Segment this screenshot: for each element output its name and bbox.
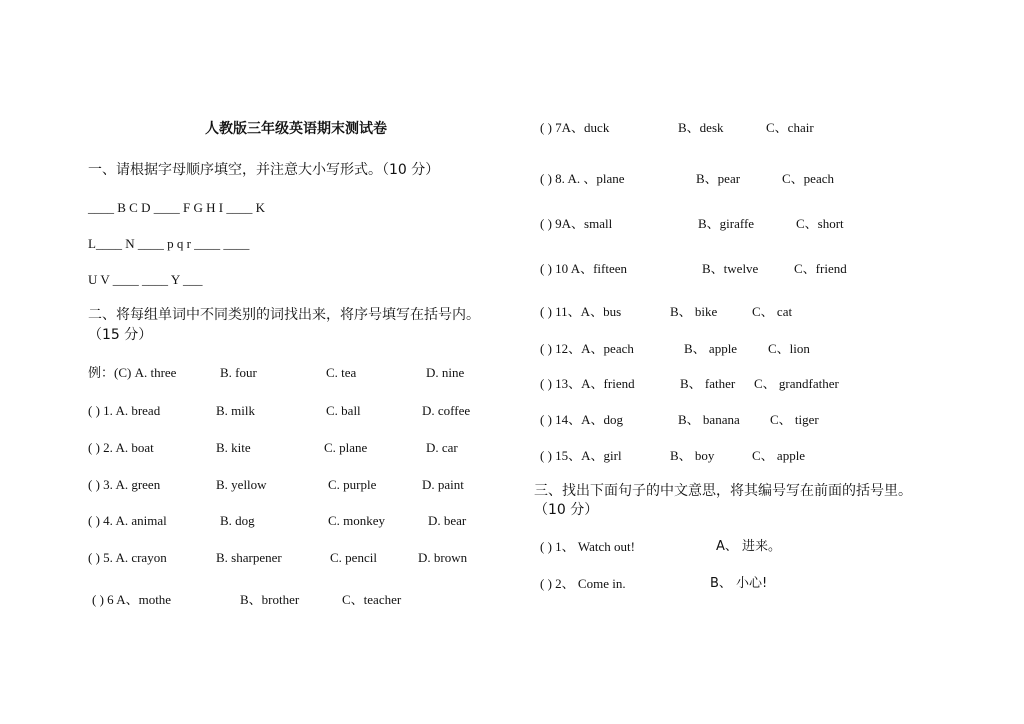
option-b: B、desk bbox=[678, 120, 724, 135]
option-c: C、 apple bbox=[752, 448, 806, 463]
question-row bbox=[540, 120, 960, 136]
section2-score: （15 分） bbox=[88, 327, 153, 343]
option-c: C、 cat bbox=[752, 304, 793, 319]
question-lead: ( ) 15、A、girl bbox=[540, 448, 622, 463]
alphabet-line-2: L____ N ____ p q r ____ ____ bbox=[88, 236, 250, 251]
page-title: 人教版三年级英语期末测试卷 bbox=[205, 121, 387, 137]
question-lead: ( ) 4. A. animal bbox=[88, 513, 167, 528]
question-row bbox=[540, 341, 960, 357]
sentence-answer: A、 进来。 bbox=[716, 539, 782, 554]
alphabet-line-3: U V ____ ____ Y ___ bbox=[88, 272, 203, 287]
option-b: B、twelve bbox=[702, 261, 759, 276]
example-option-c: C. tea bbox=[326, 365, 357, 380]
question-lead: ( ) 6 A、mothe bbox=[92, 592, 172, 607]
question-row bbox=[540, 171, 960, 187]
question-row bbox=[88, 477, 508, 493]
option-b: B、pear bbox=[696, 171, 741, 186]
option-d: D. coffee bbox=[422, 403, 471, 418]
option-d: D. paint bbox=[422, 477, 464, 492]
question-row bbox=[540, 261, 960, 277]
option-d: D. car bbox=[426, 440, 458, 455]
question-row bbox=[88, 403, 508, 419]
question-lead: ( ) 11、A、bus bbox=[540, 304, 622, 319]
option-c: C. pencil bbox=[330, 550, 377, 565]
question-row bbox=[92, 592, 512, 608]
section3-heading: 三、找出下面句子的中文意思，将其编号写在前面的括号里。 bbox=[534, 483, 912, 499]
question-lead: ( ) 5. A. crayon bbox=[88, 550, 167, 565]
option-b: B、 bike bbox=[670, 304, 718, 319]
question-row bbox=[540, 216, 960, 232]
option-c: C、friend bbox=[794, 261, 847, 276]
option-b: B. sharpener bbox=[216, 550, 282, 565]
question-row bbox=[88, 513, 508, 529]
option-b: B. kite bbox=[216, 440, 251, 455]
question-row bbox=[88, 550, 508, 566]
example-option-b: B. four bbox=[220, 365, 257, 380]
option-c: C. purple bbox=[328, 477, 377, 492]
section3-score: （10 分） bbox=[534, 502, 599, 518]
option-b: B、 apple bbox=[684, 341, 738, 356]
question-row bbox=[88, 440, 508, 456]
section2-heading: 二、将每组单词中不同类别的词找出来，将序号填写在括号内。 bbox=[88, 307, 480, 323]
translation-row bbox=[540, 576, 960, 592]
question-row bbox=[540, 304, 960, 320]
sentence-lead: ( ) 2、 Come in. bbox=[540, 576, 626, 591]
option-b: B. yellow bbox=[216, 477, 267, 492]
option-d: D. brown bbox=[418, 550, 468, 565]
option-c: C、 tiger bbox=[770, 412, 819, 427]
question-lead: ( ) 12、A、peach bbox=[540, 341, 634, 356]
question-row bbox=[540, 448, 960, 464]
option-b: B、brother bbox=[240, 592, 300, 607]
option-c: C、chair bbox=[766, 120, 814, 135]
option-b: B、 father bbox=[680, 376, 736, 391]
question-lead: ( ) 9A、small bbox=[540, 216, 613, 231]
question-lead: ( ) 1. A. bread bbox=[88, 403, 161, 418]
sentence-lead: ( ) 1、 Watch out! bbox=[540, 539, 635, 554]
question-lead: ( ) 13、A、friend bbox=[540, 376, 635, 391]
translation-row bbox=[540, 539, 960, 555]
sentence-answer: B、 小心! bbox=[710, 576, 768, 591]
question-lead: ( ) 10 A、fifteen bbox=[540, 261, 628, 276]
option-d: D. bear bbox=[428, 513, 467, 528]
question-lead: ( ) 3. A. green bbox=[88, 477, 161, 492]
option-c: C. ball bbox=[326, 403, 361, 418]
example-lead: 例：(C) A. three bbox=[88, 365, 177, 380]
option-c: C、teacher bbox=[342, 592, 402, 607]
question-lead: ( ) 14、A、dog bbox=[540, 412, 624, 427]
question-lead: ( ) 8. A. 、plane bbox=[540, 171, 625, 186]
option-b: B. milk bbox=[216, 403, 256, 418]
question-row bbox=[540, 412, 960, 428]
example-option-d: D. nine bbox=[426, 365, 465, 380]
option-b: B、 boy bbox=[670, 448, 715, 463]
option-c: C. monkey bbox=[328, 513, 386, 528]
option-b: B、giraffe bbox=[698, 216, 755, 231]
section1-heading: 一、请根据字母顺序填空，并注意大小写形式。（10 分） bbox=[88, 162, 440, 178]
question-lead: ( ) 7A、duck bbox=[540, 120, 610, 135]
option-c: C、peach bbox=[782, 171, 834, 186]
option-c: C、short bbox=[796, 216, 844, 231]
alphabet-line-1: ____ B C D ____ F G H I ____ K bbox=[88, 200, 265, 215]
option-c: C、 grandfather bbox=[754, 376, 839, 391]
question-row bbox=[540, 376, 960, 392]
option-b: B、 banana bbox=[678, 412, 740, 427]
question-lead: ( ) 2. A. boat bbox=[88, 440, 154, 455]
option-c: C. plane bbox=[324, 440, 368, 455]
option-c: C、lion bbox=[768, 341, 810, 356]
example-row bbox=[88, 365, 508, 381]
option-b: B. dog bbox=[220, 513, 255, 528]
